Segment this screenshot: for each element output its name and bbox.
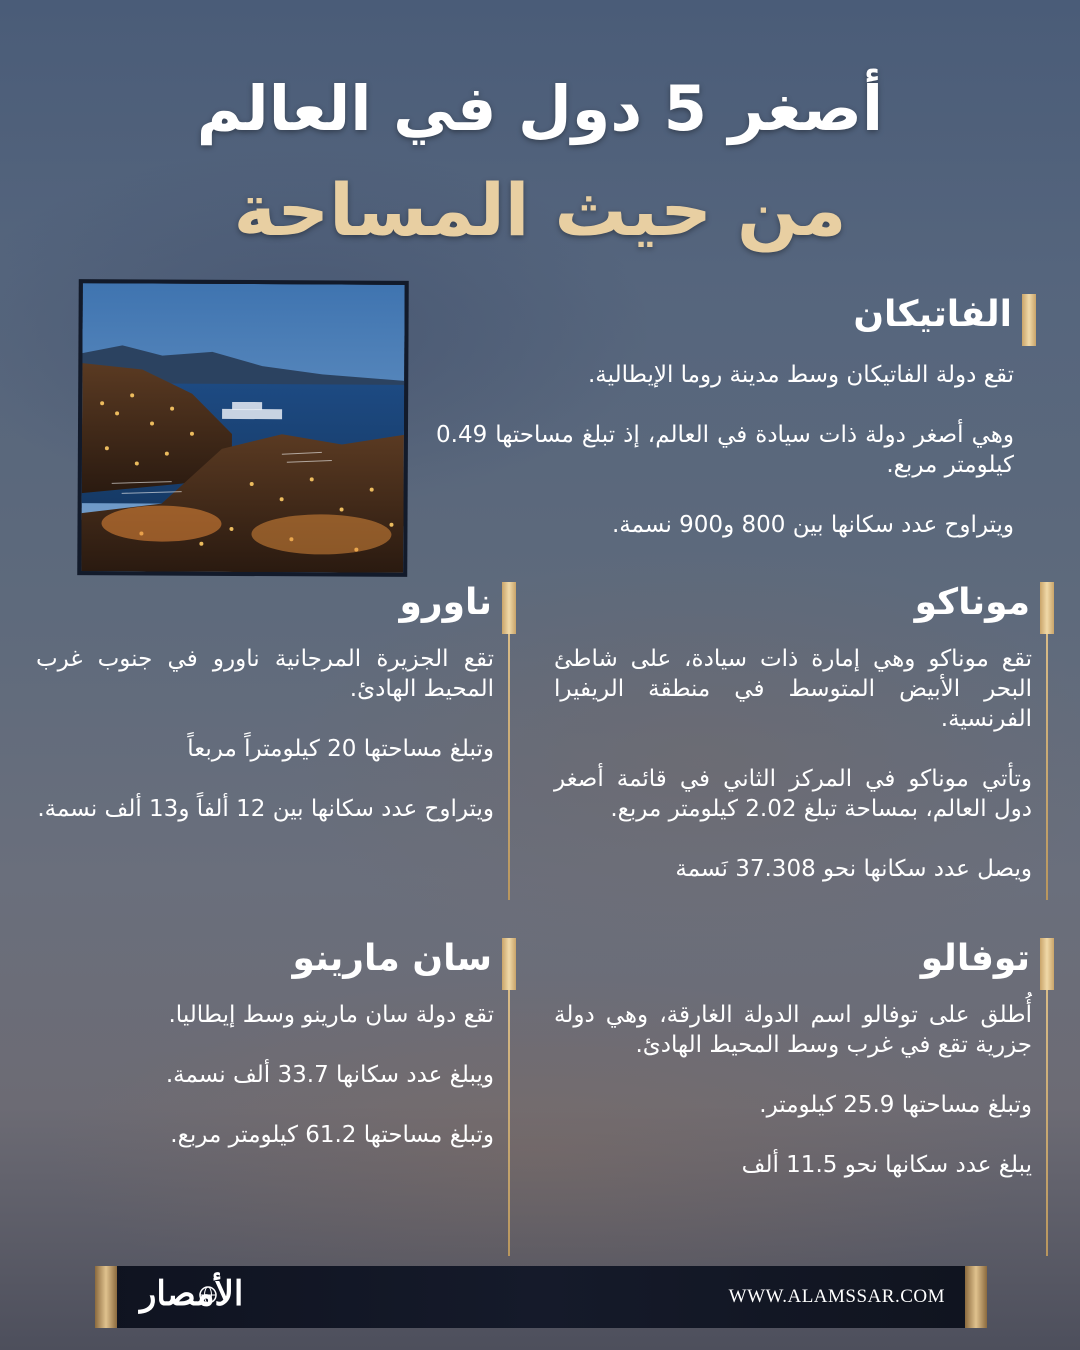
paragraph: تقع الجزيرة المرجانية ناورو في جنوب غرب المحيط الهادئ. bbox=[36, 646, 494, 702]
section-title: سان مارينو bbox=[292, 938, 492, 979]
section-nauru bbox=[36, 582, 516, 900]
paragraph: أُطلق على توفالو اسم الدولة الغارقة، وهي دولة جزرية تقع في غرب وسط المحيط الهادئ. bbox=[554, 1002, 1032, 1058]
paragraph: تقع موناكو وهي إمارة ذات سيادة، على شاطئ البحر الأبيض المتوسط في منطقة الريفيرا الفرنسية. bbox=[554, 646, 1032, 732]
section-accent-bar bbox=[1022, 294, 1036, 346]
paragraph: وتأتي موناكو في المركز الثاني في قائمة أصغر دول العالم، بمساحة تبلغ 2.02 كيلومتر مربع. bbox=[554, 766, 1032, 822]
paragraph: وتبلغ مساحتها 61.2 كيلومتر مربع. bbox=[170, 1122, 494, 1148]
section-accent-bar bbox=[502, 582, 516, 634]
brand-logo: الأمصار bbox=[140, 1274, 244, 1314]
paragraph: تقع دولة سان مارينو وسط إيطاليا. bbox=[168, 1002, 494, 1028]
section-title: ناورو bbox=[399, 582, 492, 623]
section-accent-bar bbox=[502, 938, 516, 990]
main-title: أصغر 5 دول في العالم bbox=[196, 72, 884, 145]
section-title: توفالو bbox=[920, 938, 1030, 979]
section-divider-line bbox=[508, 988, 510, 1256]
section-vatican bbox=[436, 294, 1036, 570]
footer-left-accent bbox=[95, 1266, 117, 1328]
paragraph: ويتراوح عدد سكانها بين 800 و900 نسمة. bbox=[611, 512, 1014, 538]
footer-right-accent bbox=[965, 1266, 987, 1328]
section-san-marino bbox=[36, 938, 516, 1256]
paragraph: ويصل عدد سكانها نحو 37.308 نَسمة bbox=[675, 856, 1032, 882]
website-url: WWW.ALAMSSAR.COM bbox=[728, 1286, 945, 1307]
section-accent-bar bbox=[1040, 582, 1054, 634]
section-title: موناكو bbox=[914, 582, 1030, 623]
paragraph: ويتراوح عدد سكانها بين 12 ألفاً و13 ألف نسمة. bbox=[37, 796, 494, 822]
section-title: الفاتيكان bbox=[853, 294, 1012, 335]
section-tuvalu bbox=[554, 938, 1054, 1256]
section-accent-bar bbox=[1040, 938, 1054, 990]
paragraph: تقع دولة الفاتيكان وسط مدينة روما الإيطالية. bbox=[587, 362, 1014, 388]
section-divider-line bbox=[508, 632, 510, 900]
monaco-harbor-photo bbox=[77, 279, 409, 577]
section-divider-line bbox=[1046, 632, 1048, 900]
section-divider-line bbox=[1046, 988, 1048, 1256]
section-monaco bbox=[554, 582, 1054, 900]
main-subtitle: من حيث المساحة bbox=[233, 168, 847, 252]
paragraph: يبلغ عدد سكانها نحو 11.5 ألف bbox=[741, 1152, 1032, 1178]
paragraph: وهي أصغر دولة ذات سيادة في العالم، إذ تبلغ مساحتها 0.49 كيلومتر مربع. bbox=[436, 422, 1014, 478]
paragraph: ويبلغ عدد سكانها 33.7 ألف نسمة. bbox=[165, 1062, 494, 1088]
footer-bar bbox=[95, 1266, 987, 1328]
paragraph: وتبلغ مساحتها 25.9 كيلومتر. bbox=[759, 1092, 1032, 1118]
paragraph: وتبلغ مساحتها 20 كيلومتراً مربعاً bbox=[187, 736, 494, 762]
globe-icon bbox=[199, 1286, 217, 1304]
